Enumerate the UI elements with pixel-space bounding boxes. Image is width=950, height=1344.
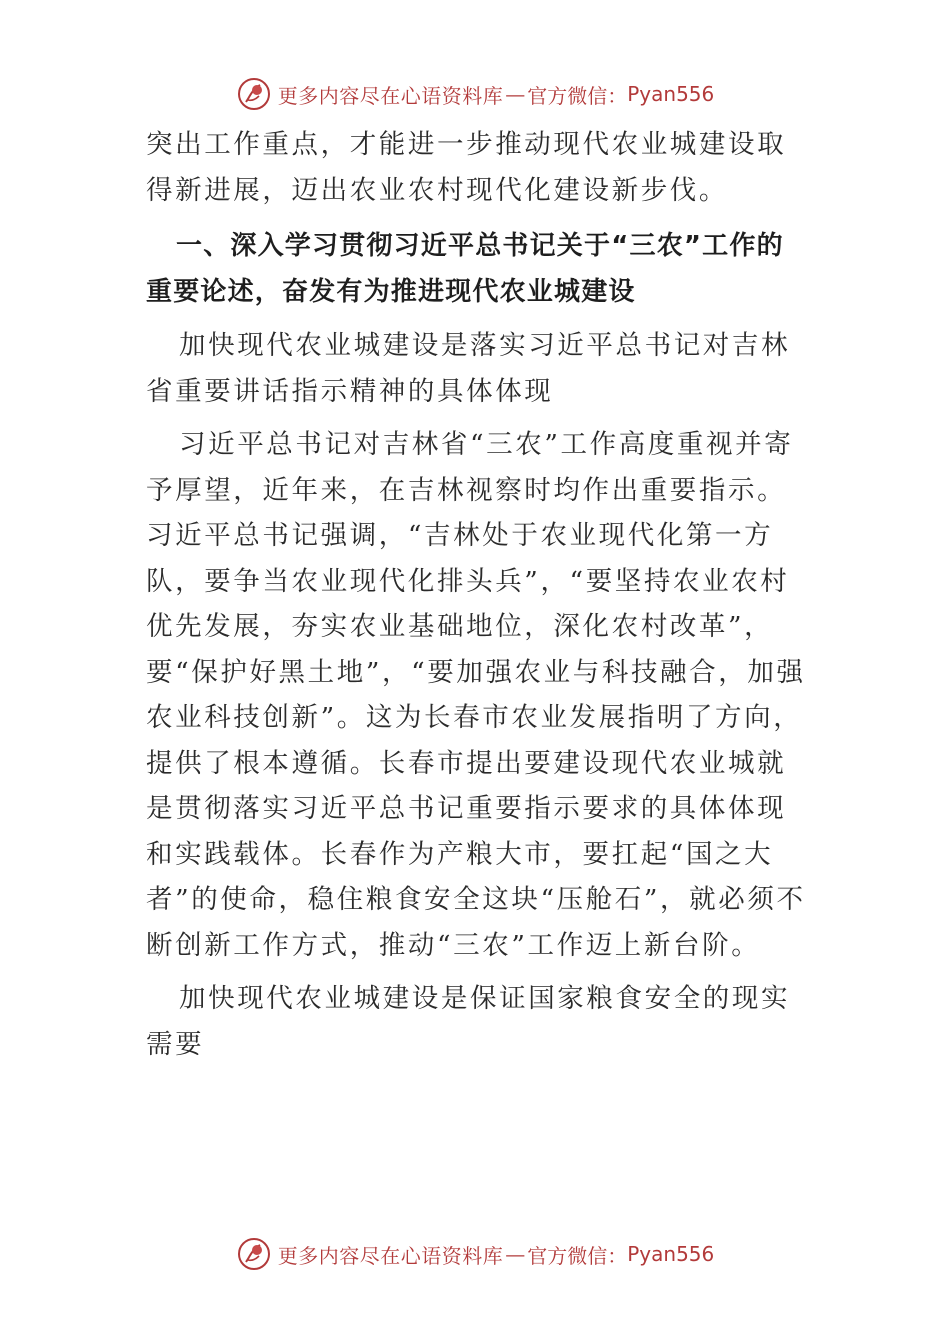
wechat-id: Pyan556 [627,1242,715,1266]
subheading-paragraph-1: 加快现代农业城建设是落实习近平总书记对吉林省重要讲话指示精神的具体体现 [146,330,791,407]
body-paragraph: 习近平总书记对吉林省“三农”工作高度重视并寄予厚望，近年来，在吉林视察时均作出重要指示。习近平总书记强调，“吉林处于农业现代化第一方队，要争当农业现代化排头兵”，“要坚持农业农村优先发展，夯实农业基础地位，深化农村改革”，要“保护好黑土地”，“要加强农业与科技融合，加强农业科技创新”。这为长春市农业发展指明了方向，提供了根本遵循。长春市提出要建设现代农业城就是贯彻落实习近平总书记重要指示要求的具体体现和实践载体。长春作为产粮大市，要扛起“国之大者”的使命，稳住粮食安全这块“压舱石”，就必须不断创新工作方式，推动“三农”工作迈上新台阶。 [146,429,806,961]
section-heading: 一、深入学习贯彻习近平总书记关于“三农”工作的重要论述，奋发有为推进现代农业城建设 [146,231,784,307]
rose-logo-icon [236,1236,272,1272]
subheading-paragraph-2: 加快现代农业城建设是保证国家粮食安全的现实需要 [146,983,791,1060]
watermark-text: 更多内容尽在心语资料库 [277,83,504,108]
continuation-paragraph: 突出工作重点，才能进一步推动现代农业城建设取得新进展，迈出农业农村现代化建设新步伐。 [146,129,787,206]
watermark-separator: — [505,82,526,106]
watermark-separator: — [505,1242,526,1266]
wechat-label: 官方微信： [527,1243,628,1268]
watermark-banner-bottom [0,1232,950,1276]
rose-logo-icon [236,76,272,112]
document-body [146,122,806,1067]
watermark-text: 更多内容尽在心语资料库 [277,1243,504,1268]
wechat-id: Pyan556 [627,82,715,106]
watermark-banner-top [0,72,950,116]
wechat-label: 官方微信： [527,83,628,108]
